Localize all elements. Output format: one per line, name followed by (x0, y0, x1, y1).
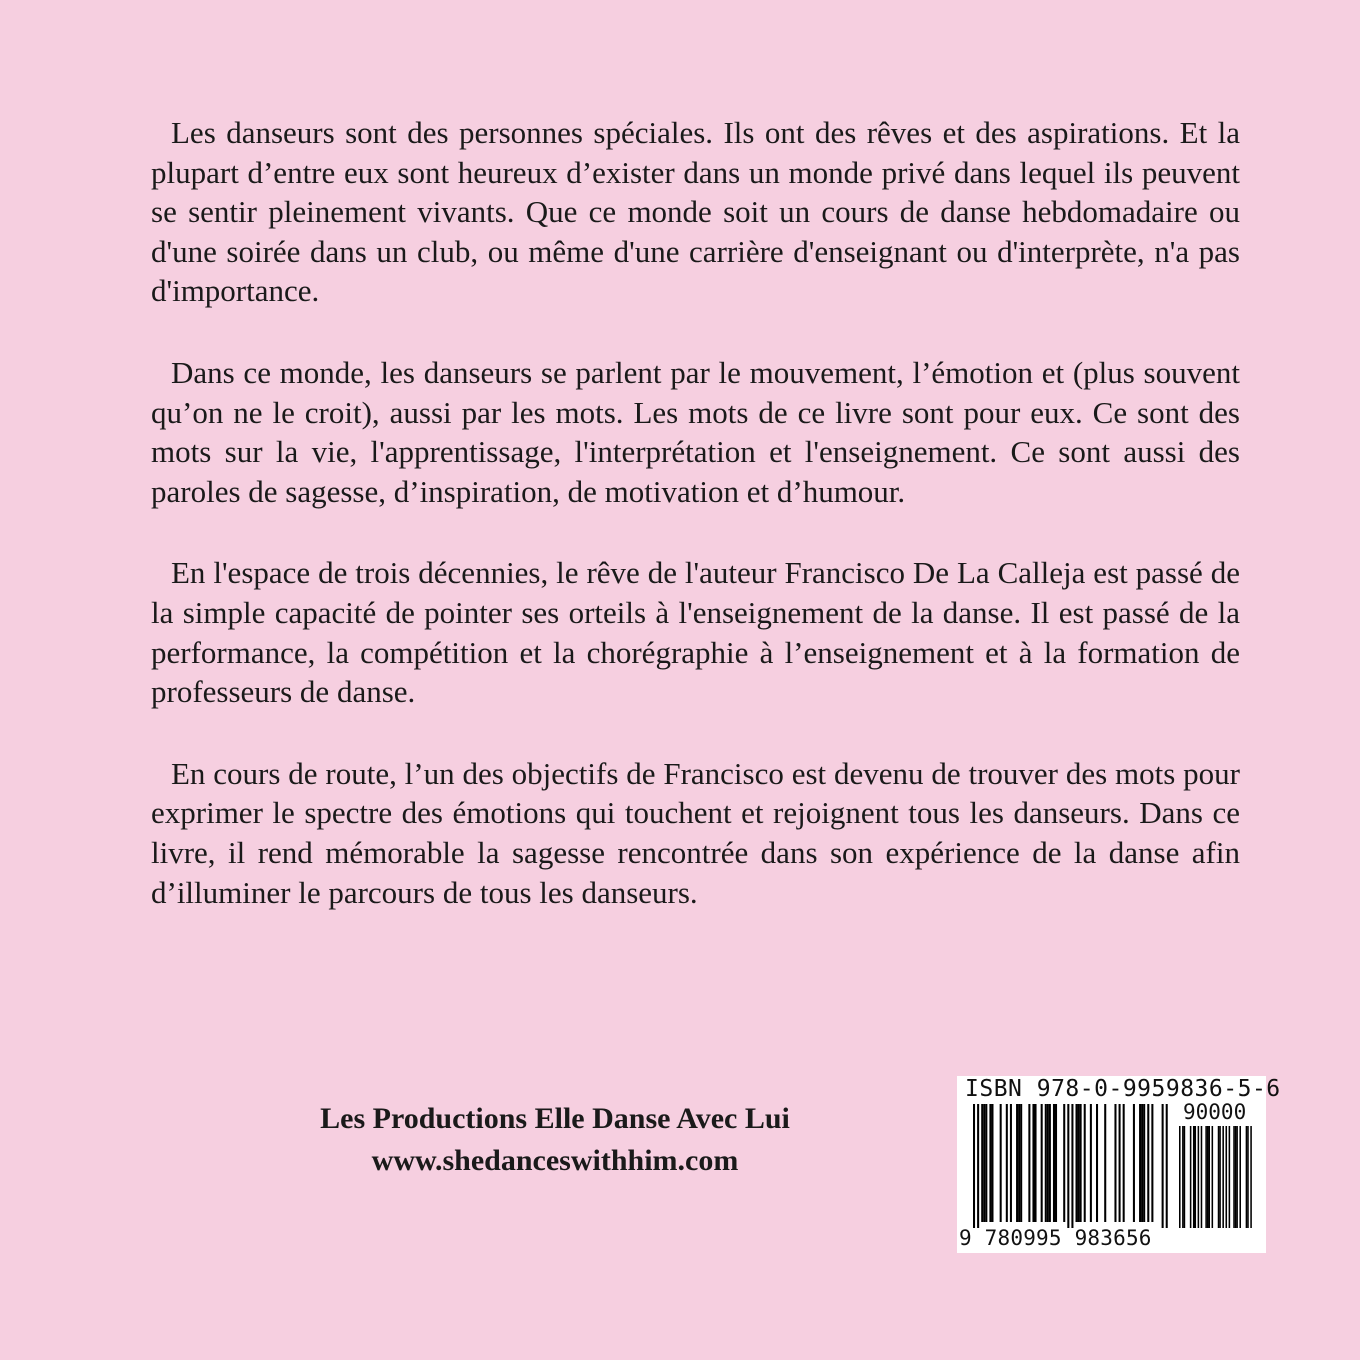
barcode-bar (1151, 1104, 1153, 1222)
barcode-bar (1133, 1104, 1135, 1222)
barcode-bar (1080, 1104, 1082, 1222)
barcode-bar (1076, 1104, 1078, 1222)
barcode-bar (991, 1104, 993, 1222)
addon-bar (1218, 1126, 1220, 1228)
barcode-bar (1035, 1104, 1037, 1222)
addon-bar (1184, 1126, 1186, 1228)
blurb-paragraph-1: Les danseurs sont des personnes spéciales. Ils ont des rêves et des aspirations. Et la plupart d’entre eux sont heureux d’exister dans un monde privé dans lequel ils peuvent se sentir pleinement vivants. Que ce monde soit un cours de danse hebdomadaire ou d'une soirée dans un club, ou même d'une carrière d'enseignant ou d'interprète, n'a pas d'importance. (151, 115, 1240, 309)
barcode-bar (1123, 1104, 1125, 1222)
barcode-bar (981, 1104, 983, 1222)
barcode-bar (1119, 1104, 1121, 1222)
addon-bar (1247, 1126, 1249, 1228)
barcode-bar (1147, 1104, 1149, 1222)
blurb-paragraph-4: En cours de route, l’un des objectifs de Francisco est devenu de trouver des mots pour exprimer le spectre des émotions qui touchent et rejoignent tous les danseurs. Dans ce livre, il rend mémorable la sagesse rencontrée dans son expérience de la danse afin d’illuminer le parcours de tous les danseurs. (151, 755, 1240, 910)
barcode-bar (1055, 1104, 1057, 1222)
barcode-bar (1053, 1104, 1055, 1222)
blurb-paragraph-2: Dans ce monde, les danseurs se parlent par le mouvement, l’émotion et (plus souvent qu’on ne le croit), aussi par les mots. Les mots de ce livre sont pour eux. Ce sont des mots sur la vie, l'apprentissage, l'interprétation et l'enseignement. Ce sont aussi des paroles de sagesse, d’inspiration, de motivation et d’humour. (151, 354, 1240, 509)
addon-bar (1226, 1126, 1228, 1228)
barcode-bar (1049, 1104, 1051, 1222)
barcode-bar (1032, 1104, 1034, 1222)
barcode-bar (1084, 1104, 1086, 1222)
addon-bar (1219, 1126, 1221, 1228)
price-addon-number: 90000 (1183, 1100, 1247, 1124)
addon-bar (1222, 1126, 1224, 1228)
addon-bar (1229, 1126, 1231, 1228)
barcode-bar (1143, 1104, 1145, 1222)
barcode-bar (1067, 1104, 1069, 1228)
barcode-bar (1016, 1104, 1018, 1222)
barcode-bar (1166, 1104, 1168, 1228)
barcode-bar (983, 1104, 985, 1222)
addon-bar (1239, 1126, 1241, 1228)
addon-bar (1212, 1126, 1214, 1228)
barcode-bar (1018, 1104, 1020, 1222)
barcode-bar (1114, 1104, 1116, 1222)
barcode-bar (1041, 1104, 1043, 1222)
barcode-bar (977, 1104, 979, 1228)
isbn-label: ISBN 978-0-9959836-5-6 (965, 1076, 1281, 1102)
addon-bar (1190, 1126, 1192, 1228)
publisher-name: Les Productions Elle Danse Avec Lui (320, 1102, 790, 1135)
barcode-bar (1028, 1104, 1030, 1222)
addon-bar (1193, 1126, 1195, 1228)
barcode-bar (973, 1104, 975, 1228)
addon-bar (1195, 1126, 1197, 1228)
barcode-bar (1139, 1104, 1141, 1222)
blurb-text (151, 113, 1240, 954)
barcode-bar (1045, 1104, 1047, 1222)
isbn-barcode (957, 1076, 1281, 1253)
addon-bar (1179, 1126, 1181, 1228)
barcode-bar (1078, 1104, 1080, 1222)
blurb-paragraph-3: En l'espace de trois décennies, le rêve de l'auteur Francisco De La Calleja est passé de la simple capacité de pointer ses orteils à l'enseignement de la danse. Il est passé de la performance, la compétition et la chorégraphie à l’enseignement et à la formation de professeurs de danse. (151, 555, 1240, 710)
barcode-bar (1000, 1104, 1002, 1222)
addon-bar (1207, 1126, 1209, 1228)
addon-bar (1250, 1126, 1252, 1228)
barcode-bar (1063, 1104, 1065, 1222)
barcode-bar (1141, 1104, 1143, 1222)
publisher-website[interactable]: www.shedanceswithhim.com (371, 1144, 739, 1177)
barcode-bar (1006, 1104, 1008, 1222)
barcode-bar (989, 1104, 991, 1222)
barcode-bar (985, 1104, 987, 1222)
addon-bar (1205, 1126, 1207, 1228)
addon-bar (1208, 1126, 1210, 1228)
barcode-bar (1090, 1104, 1092, 1222)
addon-bar (1235, 1126, 1237, 1228)
addon-bar (1236, 1126, 1238, 1228)
addon-bar (1233, 1126, 1235, 1228)
addon-bar (1198, 1126, 1200, 1228)
publisher-block (180, 1098, 930, 1182)
addon-bar (1246, 1126, 1248, 1228)
barcode-bar (1071, 1104, 1073, 1228)
addon-bar (1182, 1126, 1184, 1228)
barcode-bar (1020, 1104, 1022, 1222)
addon-bar (1201, 1126, 1203, 1228)
barcode-bar (1104, 1104, 1106, 1222)
ean-number: 9 780995 983656 (959, 1226, 1152, 1250)
barcode-bar (1096, 1104, 1098, 1222)
barcode-bar (1047, 1104, 1049, 1222)
barcode-bar (1010, 1104, 1012, 1222)
barcode-bar (1162, 1104, 1164, 1228)
